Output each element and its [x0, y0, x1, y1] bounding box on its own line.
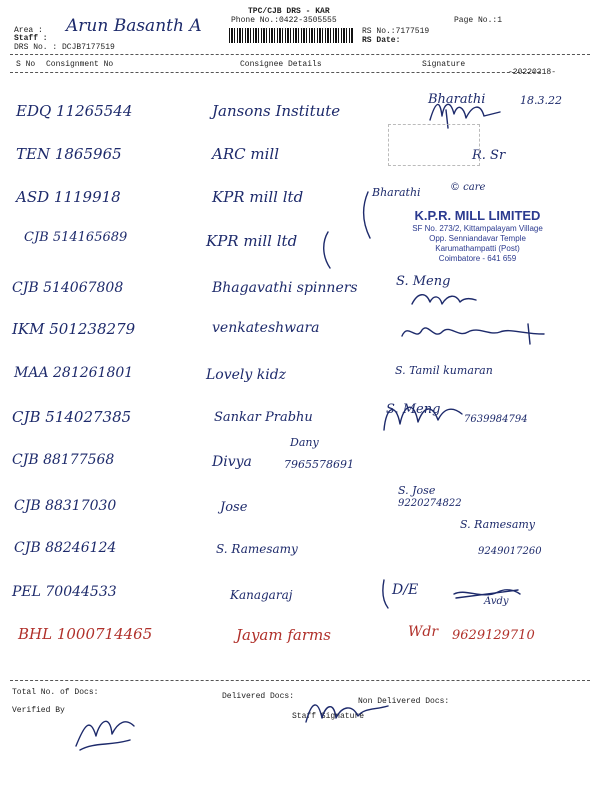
receipt-note: Avdy — [484, 596, 509, 607]
staff-signature-scribble — [302, 692, 392, 732]
consignee-name: Kanagaraj — [230, 588, 293, 602]
consignment-no: CJB 514027385 — [12, 408, 132, 426]
stamp-address-line: Coimbatore - 641 659 — [438, 254, 517, 263]
signature-scribble — [320, 230, 336, 270]
stamp-address-line: Karumathampatti (Post) — [435, 244, 520, 253]
column-consignment: Consignment No — [46, 60, 114, 69]
faint-stamp-impression — [388, 124, 480, 166]
staff-signature-label: Staff Signature — [292, 712, 365, 721]
stamp-company-name: K.P.R. MILL LIMITED — [414, 208, 541, 223]
consignment-no: ASD 1119918 — [16, 188, 121, 206]
center-title: TPC/CJB DRS - KAR — [248, 7, 330, 16]
column-sno: S No — [16, 60, 36, 69]
column-signature: Signature — [422, 60, 466, 69]
consignment-no: CJB 514165689 — [24, 230, 128, 245]
signature-scribble — [398, 318, 548, 348]
consignment-no: CJB 514067808 — [12, 280, 124, 296]
consignee-name: Jayam farms — [236, 626, 331, 644]
delivered-docs-label: Delivered Docs: — [222, 692, 295, 701]
verifier-signature — [70, 706, 140, 756]
staff-name-handwritten: Arun Basanth A — [66, 16, 202, 36]
consignee-name: venkateshwara — [212, 320, 320, 336]
drs-no-value: DCJB7177519 — [62, 43, 115, 52]
signature-text: S. Tamil kumaran — [395, 364, 493, 377]
signature-text: S. Meng — [386, 402, 441, 417]
consignee-name: Bhagavathi spinners — [212, 280, 358, 296]
page-no: Page No.:1 — [454, 16, 503, 25]
consignment-no: BHL 1000714465 — [18, 625, 153, 643]
header-divider-top — [10, 54, 590, 55]
signature-scribble — [410, 288, 480, 314]
barcode — [229, 28, 353, 43]
signature-text: S. Meng — [396, 274, 451, 289]
consignee-name: KPR mill ltd — [212, 188, 304, 206]
company-stamp — [385, 206, 570, 266]
consignee-name: ARC mill — [212, 145, 279, 163]
consignment-no: CJB 88246124 — [14, 540, 117, 556]
consignment-no: CJB 88177568 — [12, 452, 115, 468]
signature-scribble — [452, 584, 522, 604]
signature-scribble — [378, 396, 468, 436]
signature-text: Wdr — [408, 624, 439, 640]
receipt-note: 9629129710 — [452, 628, 535, 643]
receipt-note: 7965578691 — [284, 458, 354, 471]
stamp-address-line: SF No. 273/2, Kittampalayam Village — [412, 224, 543, 233]
staff-label: Staff : — [14, 34, 48, 43]
receipt-note: 7639984794 — [464, 414, 528, 425]
receipt-note: 9249017260 — [478, 546, 542, 557]
non-delivered-docs-label: Non Delivered Docs: — [358, 697, 450, 706]
header-divider-bottom — [10, 72, 540, 73]
receipt-note: © care — [450, 182, 486, 193]
consignment-no: CJB 88317030 — [14, 498, 117, 514]
rs-no: RS No.:7177519 — [362, 27, 430, 36]
signature-text: D/E — [392, 582, 419, 598]
stamp-address-line: Opp. Senniandavar Temple — [429, 234, 526, 243]
signature-text: S. Ramesamy — [460, 518, 536, 531]
consignment-no: EDQ 11265544 — [16, 102, 133, 120]
column-consignee: Consignee Details — [240, 60, 322, 69]
rs-date: RS Date: — [362, 36, 401, 45]
signature-scribble — [360, 190, 376, 240]
footer-divider — [10, 680, 590, 681]
phone-number: Phone No.:0422-3505555 — [231, 16, 337, 25]
document-date: -20220318- — [508, 68, 557, 77]
verified-by-label: Verified By — [12, 706, 65, 715]
consignee-name: Jansons Institute — [212, 102, 341, 120]
drs-no-label: DRS No. : — [14, 43, 58, 52]
signature-text: Bharathi — [372, 186, 421, 199]
consignment-no: MAA 281261801 — [14, 365, 134, 381]
signature-text: Dany — [290, 436, 319, 449]
consignee-name: Jose — [220, 500, 248, 515]
consignee-name: KPR mill ltd — [206, 232, 298, 250]
area-label: Area : — [14, 26, 43, 35]
consignee-name: Lovely kidz — [206, 367, 287, 383]
consignment-no: PEL 70044533 — [12, 584, 117, 600]
signature-text: Bharathi — [428, 92, 486, 107]
consignment-no: IKM 501238279 — [12, 320, 136, 338]
receipt-note: 9220274822 — [398, 498, 462, 509]
receipt-note: 18.3.22 — [520, 94, 562, 107]
signature-text: R. Sr — [472, 148, 506, 163]
consignee-name: S. Ramesamy — [216, 542, 298, 556]
signature-scribble — [380, 576, 440, 610]
consignee-name: Sankar Prabhu — [214, 410, 313, 425]
consignee-name: Divya — [212, 454, 252, 470]
signature-text: S. Jose — [398, 484, 436, 497]
total-docs-label: Total No. of Docs: — [12, 688, 99, 697]
consignment-no: TEN 1865965 — [16, 145, 122, 163]
